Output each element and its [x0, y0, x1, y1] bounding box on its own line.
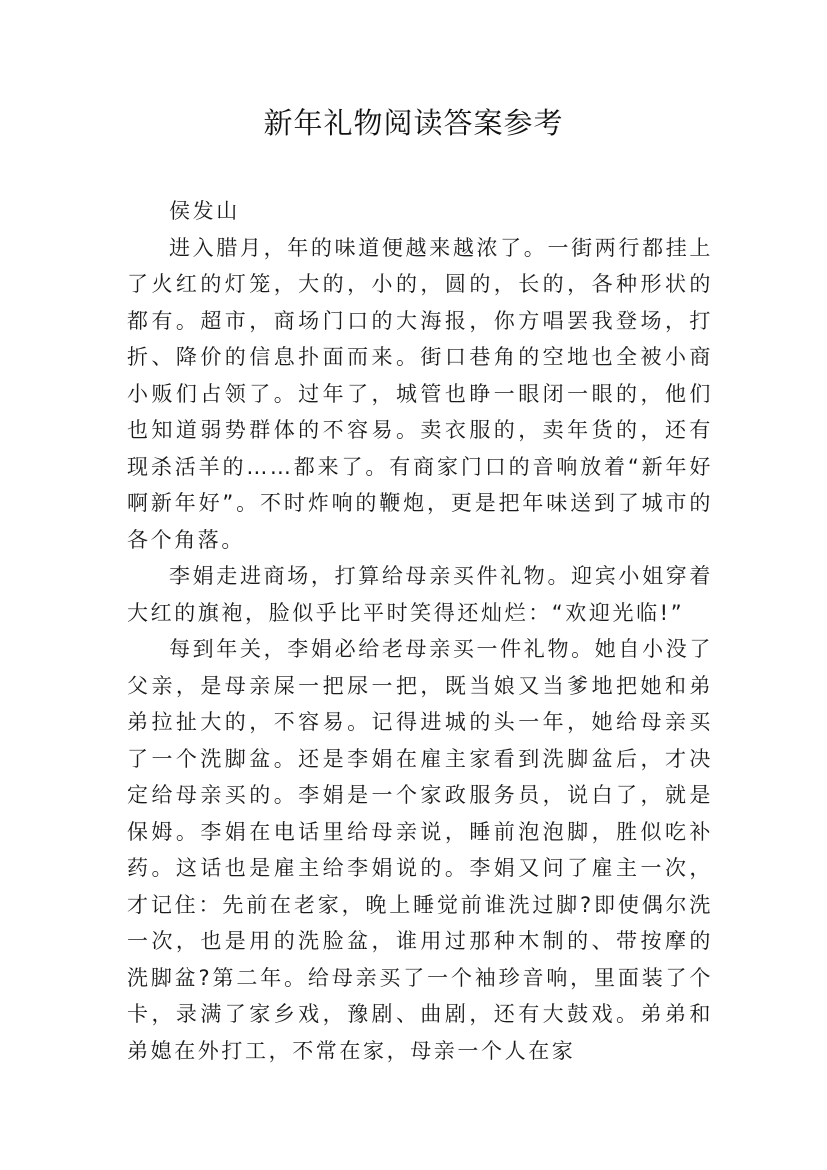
document-body: [127, 193, 713, 1069]
author-name: 侯发山: [169, 199, 240, 223]
paragraph: 每到年关，李娟必给老母亲买一件礼物。她自小没了父亲，是母亲屎一把尿一把，既当娘又当爹地把她和弟弟拉扯大的，不容易。记得进城的头一年，她给母亲买了一个洗脚盆。还是李娟在雇主家看到洗脚盆后，才决定给母亲买的。李娟是一个家政服务员，说白了，就是保姆。李娟在电话里给母亲说，睡前泡泡脚，胜似吃补药。这话也是雇主给李娟说的。李娟又问了雇主一次，才记住：先前在老家，晚上睡觉前谁洗过脚?即使偶尔洗一次，也是用的洗脸盆，谁用过那种木制的、带按摩的洗脚盆?第二年。给母亲买了一个袖珍音响，里面装了个卡，录满了家乡戏，豫剧、曲剧，还有大鼓戏。弟弟和弟媳在外打工，不常在家，母亲一个人在家: [127, 637, 713, 1063]
document-title: 新年礼物阅读答案参考: [263, 106, 564, 140]
paragraph: 李娟走进商场，打算给母亲买件礼物。迎宾小姐穿着大红的旗袍，脸似乎比平时笑得还灿烂：“欢迎光临!”: [127, 564, 713, 625]
paragraph: 进入腊月，年的味道便越来越浓了。一街两行都挂上了火红的灯笼，大的，小的，圆的，长的，各种形状的都有。超市，商场门口的大海报，你方唱罢我登场，打折、降价的信息扑面而来。街口巷角的空地也全被小商小贩们占领了。过年了，城管也睁一眼闭一眼的，他们也知道弱势群体的不容易。卖衣服的，卖年货的，还有现杀活羊的……都来了。有商家门口的音响放着“新年好啊新年好”。不时炸响的鞭炮，更是把年味送到了城市的各个角落。: [127, 235, 713, 552]
